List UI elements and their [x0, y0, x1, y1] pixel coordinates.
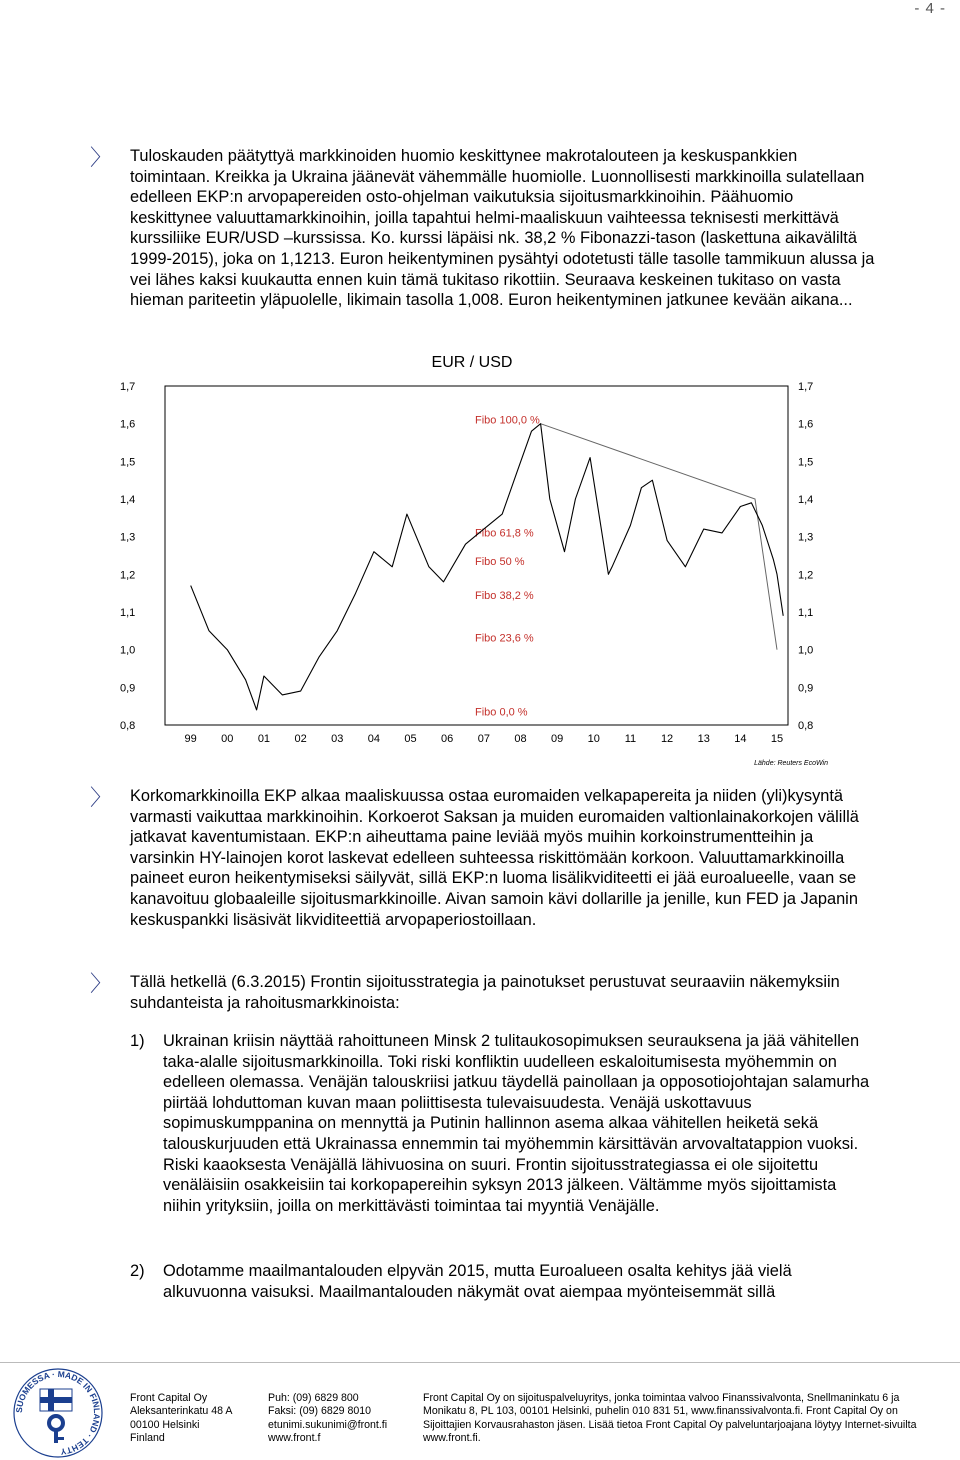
- paragraph-rates-text: Korkomarkkinoilla EKP alkaa maaliskuussa ostaa euromaiden velkapapereita ja niiden (yli)kysyntä varmasti vaikuttaa markkinoihin. Korkoerot Saksan ja muiden euromaiden valtionlainakorkojen välillä jatkavat kaventumistaan. EKP:n aiheuttama paine leviää myös muihin korkoinstrumentteihin ja varsinkin HY-lainojen korot laskevat edelleen suhteessa riskittömään korkoon. Valuuttamarkkinoilla paineet euron heikentymiseksi säilyvät, sillä EKP:n luoma lisälikviditeetti ei jää euroalueelle, vaan se kanavoituu globaaleille sijoitusmarkkinoille. Aivan samoin kävi dollarille ja jenille, kun FED ja Japanin keskuspankki lisäsivät likviditeettiä arvopaperiostoillaan.: [130, 787, 859, 929]
- paragraph-strategy-text: Tällä hetkellä (6.3.2015) Frontin sijoitusstrategia ja painotukset perustuvat seuraaviin näkemyksiin suhdanteista ja rahoitusmarkkinoista:: [130, 973, 840, 1012]
- x-tick-label: 99: [184, 733, 197, 745]
- eurusd-chart: [110, 345, 830, 770]
- list-number-1: 1): [130, 1032, 145, 1050]
- y-tick-label-left: 1,3: [120, 531, 136, 544]
- x-tick-label: 00: [221, 733, 234, 745]
- chart-title: EUR / USD: [431, 354, 513, 371]
- made-in-finland-logo: [8, 1363, 108, 1459]
- fibo-label: Fibo 23,6 %: [475, 632, 534, 645]
- key-icon: [49, 1416, 63, 1430]
- list-item-1: [163, 1031, 878, 1216]
- footer-postcode: 00100 Helsinki: [130, 1418, 200, 1431]
- logo-ring-text: SUOMESSA · MADE IN FINLAND · TEHTY: [13, 1368, 103, 1457]
- footer-disclaimer-link[interactable]: www.front.fi.: [423, 1432, 481, 1445]
- bullet-icon: 〉: [90, 145, 113, 170]
- footer-website[interactable]: www.front.f: [268, 1432, 321, 1445]
- footer-company: Front Capital Oy: [130, 1392, 208, 1404]
- chart-source: Lähde: Reuters EcoWin: [754, 760, 828, 767]
- footer-phone: Puh: (09) 6829 800: [268, 1392, 359, 1404]
- x-tick-label: 09: [550, 733, 564, 745]
- y-tick-label-right: 1,0: [798, 644, 814, 657]
- y-tick-label-right: 1,7: [798, 381, 814, 393]
- y-tick-label-left: 1,5: [120, 456, 136, 469]
- fibo-label: Fibo 38,2 %: [475, 589, 534, 602]
- fibo-label: Fibo 100,0 %: [475, 414, 540, 427]
- x-tick-label: 04: [367, 733, 381, 745]
- fibo-label: Fibo 61,8 %: [475, 527, 534, 540]
- bullet-icon: 〉: [90, 971, 113, 996]
- y-axis-left: [120, 381, 135, 732]
- list-item-1-text: Ukrainan kriisin näyttää rahoittuneen Minsk 2 tulitaukosopimuksen seurauksena ja jää vähitellen taka-alalle sijoitusmarkkinoilla. Toki riski konfliktin uudelleen eskaloitumisesta myöhemmin on edelleen olemassa. Venäjän talouskriisi jatkuu täydellä painollaan ja opposotiojohtajan salamurha piirtää lohduttoman kuvan maan poliittisesta tulevaisuudesta. Venäjä uskottavuus sopimuskumppanina on mennyttä ja Putinin hallinnon asema alkaa vähitellen heiketä sekä talouskurjuuden että Ukrainassa ennemmin tai myöhemmin kärsittävän arvovaltatappion vuoksi. Riski kaaoksesta Venäjällä lähivuosina on suuri. Frontin sijoitusstrategiassa ei ole sijoitettu venäläisiin osakkeisiin tai korkopapereihin syksyn 2013 jälkeen. Vältämme myös sijoittamista niihin yrityksiin, joilla on merkittävästi toimintaa tai myyntiä Venäjälle.: [163, 1032, 870, 1215]
- x-tick-label: 14: [734, 733, 747, 745]
- footer-contact: [268, 1392, 387, 1446]
- footer-divider: [0, 1362, 960, 1363]
- y-tick-label-left: 0,8: [120, 720, 136, 732]
- footer-disclaimer: [423, 1392, 916, 1446]
- footer-country: Finland: [130, 1432, 165, 1445]
- y-tick-label-left: 1,1: [120, 607, 136, 619]
- trend-line: [541, 424, 777, 650]
- y-tick-label-left: 1,4: [120, 494, 136, 506]
- list-number-2: 2): [130, 1262, 145, 1280]
- y-tick-label-right: 0,9: [798, 682, 814, 695]
- page-number: - 4 -: [914, 0, 946, 17]
- x-tick-label: 11: [624, 733, 637, 745]
- paragraph-strategy: [130, 972, 878, 1013]
- y-tick-label-right: 1,4: [798, 494, 814, 506]
- footer-disclaimer-line: Sijoittajien Korvausrahaston jäsen. Lisää tietoa Front Capital Oy palveluntarjoajana löytyy Internet-sivuilta: [423, 1418, 917, 1431]
- y-axis-right: [798, 381, 813, 732]
- y-tick-label-right: 1,2: [798, 569, 814, 582]
- y-tick-label-left: 1,0: [120, 644, 136, 657]
- y-tick-label-left: 1,6: [120, 418, 136, 431]
- x-axis: [185, 733, 784, 745]
- footer-disclaimer-line: Monikatu 8, PL 103, 00101 Helsinki, puhelin 010 831 51, www.finanssivalvonta.fi. Front Capital Oy on: [423, 1405, 898, 1418]
- y-tick-label-right: 1,3: [798, 531, 814, 544]
- x-tick-label: 08: [514, 733, 527, 745]
- x-tick-label: 05: [404, 733, 417, 745]
- y-tick-label-right: 1,1: [798, 607, 814, 619]
- y-tick-label-left: 1,2: [120, 569, 136, 582]
- fibo-label: Fibo 0,0 %: [475, 706, 528, 719]
- fibo-label: Fibo 50 %: [475, 555, 525, 568]
- y-tick-label-left: 1,7: [120, 381, 136, 393]
- x-tick-label: 03: [331, 733, 344, 745]
- x-tick-label: 07: [477, 733, 490, 745]
- paragraph-intro: [130, 146, 878, 311]
- fibo-labels: [475, 415, 540, 719]
- list-item-2-text: Odotamme maailmantalouden elpyvän 2015, mutta Euroalueen osalta kehitys jää vielä alkuvuonna vaisuksi. Maailmantalouden näkymät ovat aiempaa myönteisemmät sillä: [163, 1262, 792, 1301]
- x-tick-label: 01: [257, 733, 271, 745]
- footer-fax: Faksi: (09) 6829 8010: [268, 1405, 372, 1418]
- x-tick-label: 10: [587, 733, 600, 745]
- footer-email[interactable]: etunimi.sukunimi@front.fi: [268, 1418, 388, 1431]
- x-tick-label: 12: [660, 733, 674, 745]
- bullet-icon: 〉: [90, 785, 113, 810]
- paragraph-rates: [130, 786, 878, 930]
- list-item-2: [163, 1261, 878, 1302]
- x-tick-label: 15: [770, 733, 784, 745]
- y-tick-label-right: 1,6: [798, 418, 814, 431]
- x-tick-label: 13: [697, 733, 710, 745]
- footer-address: [130, 1392, 232, 1446]
- x-tick-label: 02: [294, 733, 307, 745]
- y-tick-label-left: 0,9: [120, 682, 136, 695]
- footer-street: Aleksanterinkatu 48 A: [130, 1405, 233, 1418]
- paragraph-intro-text: Tuloskauden päätyttyä markkinoiden huomio keskittynee makrotalouteen ja keskuspankkien toimintaan. Kreikka ja Ukraina jäänevät vähemmälle huomiolle. Luonnollisesti markkinoilla sulatellaan edelleen EKP:n arvopapereiden osto-ohjelman vaikutuksia sijoitusmarkkinoihin. Päähuomio keskittynee valuuttamarkkinoihin, joilla tapahtui helmi-maaliskuun vaihteessa teknisesti merkittävä kurssiliike EUR/USD –kurssissa. Ko. kurssi läpäisi nk. 38,2 % Fibonazzi-tason (laskettuna aikaväliltä 1999-2015), joka on 1,1213. Euron heikentyminen pysähtyi odotetusti tälle tasolle tammikuun alussa ja vei lähes kaksi kuukautta ennen kuin tämä tukitaso rikottiin. Seuraava keskeinen tukitaso on vasta hieman pariteetin yläpuolelle, likimain tasolla 1,008. Euron heikentyminen jatkunee kevään aikana...: [130, 147, 875, 310]
- y-tick-label-right: 0,8: [798, 720, 814, 732]
- y-tick-label-right: 1,5: [798, 456, 814, 469]
- x-tick-label: 06: [441, 733, 454, 745]
- footer-disclaimer-line: Front Capital Oy on sijoituspalveluyritys, jonka toimintaa valvoo Finanssivalvonta, Snellmaninkatu 6 ja: [423, 1392, 900, 1404]
